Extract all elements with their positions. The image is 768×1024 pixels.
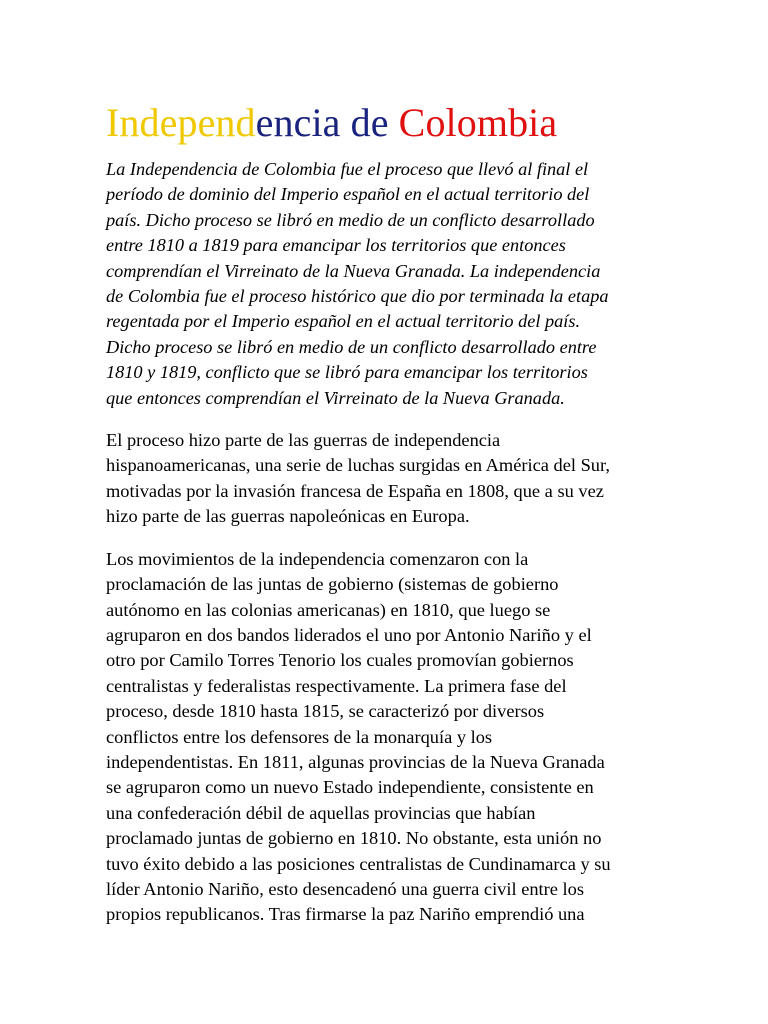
document-title	[106, 98, 666, 148]
paragraph-line: autónomo en las colonias americanas) en 1810, que luego se	[106, 599, 551, 620]
paragraph-line: Dicho proceso se libró en medio de un conflicto desarrollado entre	[106, 336, 597, 357]
paragraph-line: proclamación de las juntas de gobierno (sistemas de gobierno	[106, 574, 559, 595]
paragraph-line: motivadas por la invasión francesa de España en 1808, que a su vez	[106, 480, 604, 501]
intro-paragraph	[106, 157, 666, 411]
paragraph-line: una confederación débil de aquellas provincias que habían	[106, 802, 536, 823]
paragraph-line: país. Dicho proceso se libró en medio de un conflicto desarrollado	[106, 209, 595, 230]
paragraph-line: de Colombia fue el proceso histórico que dio por terminada la etapa	[106, 286, 609, 307]
paragraph-line: otro por Camilo Torres Tenorio los cuales promovían gobiernos	[106, 650, 574, 671]
context-paragraph	[106, 428, 666, 530]
paragraph-line: agruparon en dos bandos liderados el uno por Antonio Nariño y el	[106, 624, 592, 645]
paragraph-line: tuvo éxito debido a las posiciones centralistas de Cundinamarca y su	[106, 853, 611, 874]
paragraph-line: hizo parte de las guerras napoleónicas en Europa.	[106, 506, 470, 527]
paragraph-line: entre 1810 a 1819 para emancipar los territorios que entonces	[106, 235, 566, 256]
paragraph-line: El proceso hizo parte de las guerras de independencia	[106, 430, 501, 451]
title-part-yellow: Independ	[106, 100, 256, 145]
paragraph-line: proceso, desde 1810 hasta 1815, se caracterizó por diversos	[106, 701, 545, 722]
paragraph-line: propios republicanos. Tras firmarse la paz Nariño emprendió una	[106, 904, 585, 925]
title-part-blue: encia de	[255, 100, 399, 145]
title-part-red: Colombia	[398, 100, 558, 145]
paragraph-line: regentada por el Imperio español en el actual territorio del país.	[106, 311, 581, 332]
paragraph-line: comprendían el Virreinato de la Nueva Granada. La independencia	[106, 260, 601, 281]
paragraph-line: líder Antonio Nariño, esto desencadenó una guerra civil entre los	[106, 878, 585, 899]
paragraph-line: centralistas y federalistas respectivamente. La primera fase del	[106, 675, 567, 696]
paragraph-line: Los movimientos de la independencia comenzaron con la	[106, 548, 529, 569]
paragraph-line: que entonces comprendían el Virreinato de la Nueva Granada.	[106, 387, 565, 408]
paragraph-line: 1810 y 1819, conflicto que se libró para emancipar los territorios	[106, 362, 588, 383]
paragraph-line: se agruparon como un nuevo Estado independiente, consistente en	[106, 777, 594, 798]
paragraph-line: conflictos entre los defensores de la monarquía y los	[106, 726, 493, 747]
document-page	[106, 98, 666, 928]
paragraph-line: La Independencia de Colombia fue el proceso que llevó al final el	[106, 159, 589, 179]
movements-paragraph	[106, 547, 666, 928]
paragraph-line: hispanoamericanas, una serie de luchas surgidas en América del Sur,	[106, 455, 610, 476]
paragraph-line: independentistas. En 1811, algunas provincias de la Nueva Granada	[106, 751, 605, 772]
paragraph-line: período de dominio del Imperio español en el actual territorio del	[106, 184, 590, 205]
paragraph-line: proclamado juntas de gobierno en 1810. No obstante, esta unión no	[106, 828, 602, 849]
